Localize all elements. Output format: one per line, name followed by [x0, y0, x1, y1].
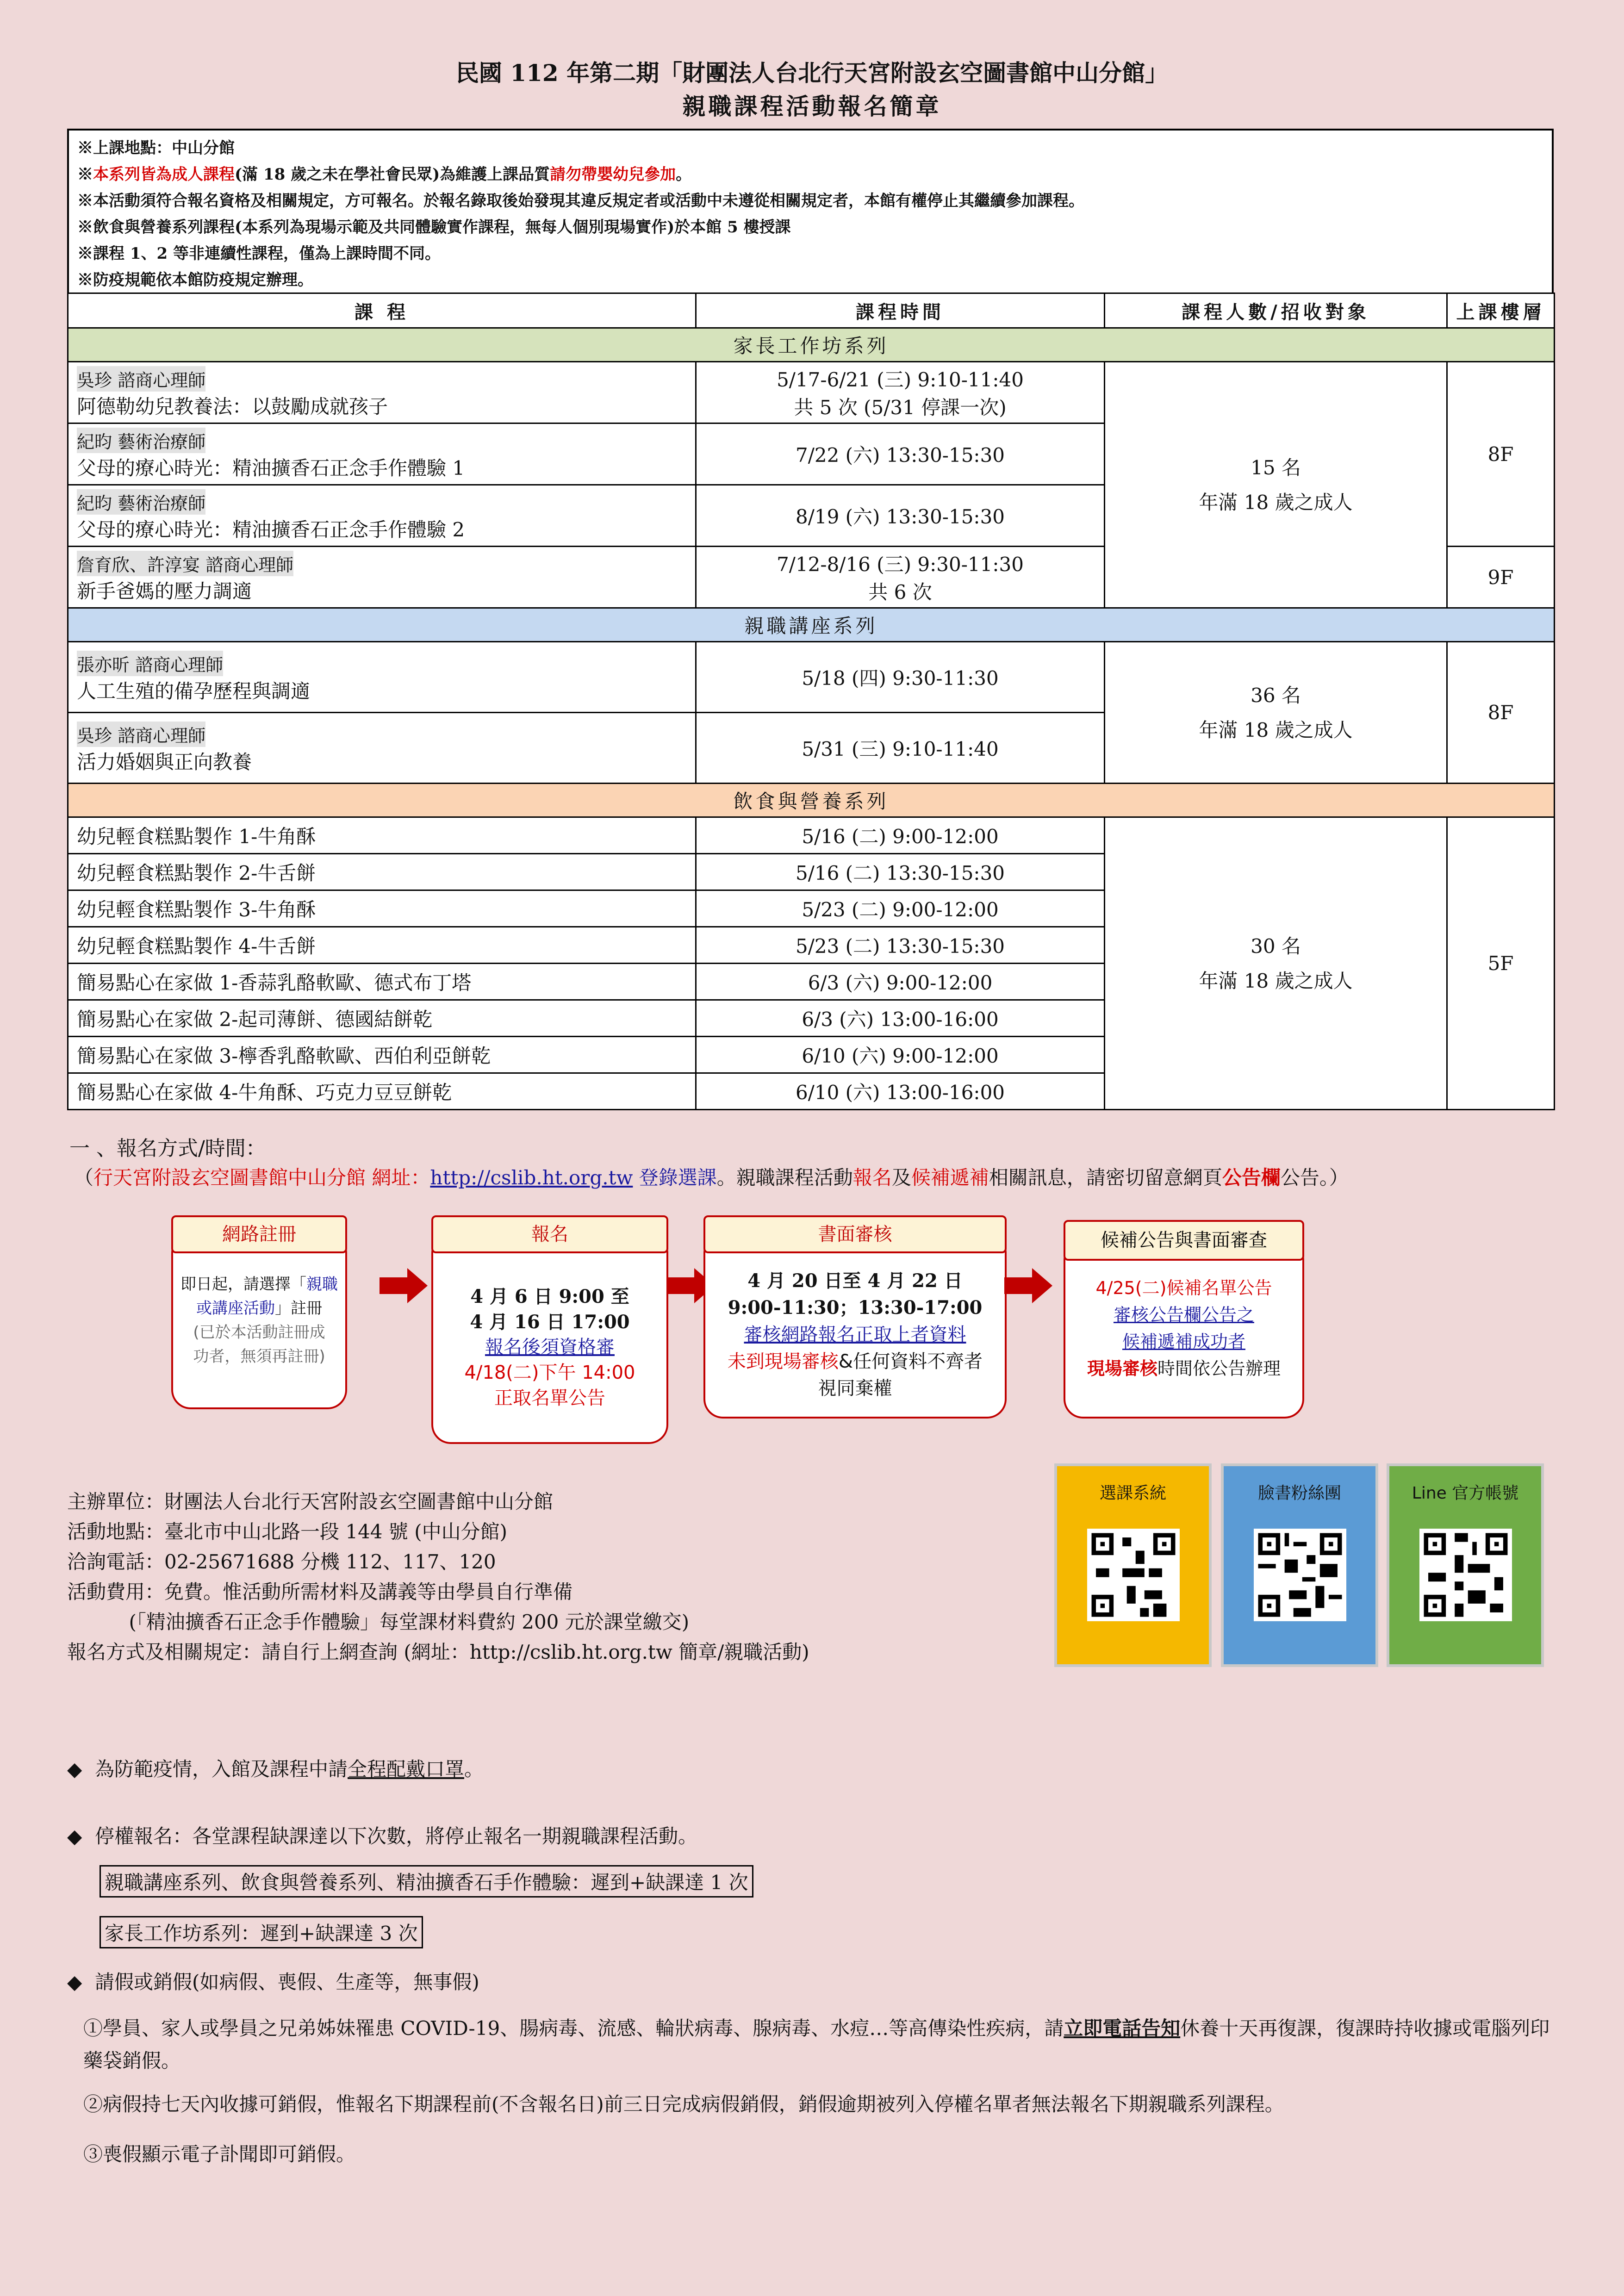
- bullet-icon: ◆: [67, 1825, 82, 1848]
- course-time: 6/10 (六) 13:00-16:00: [696, 1073, 1105, 1110]
- page-subtitle: 親職課程活動報名簡章: [682, 93, 942, 120]
- teacher-name: 紀昀 藝術治療師: [77, 489, 205, 515]
- course-title: 幼兒輕食糕點製作 4-牛舌餅: [68, 927, 696, 964]
- teacher-name: 詹育欣、許淳宴 諮商心理師: [77, 551, 293, 576]
- registration-heading: 一 、報名方式/時間：: [69, 1137, 266, 1160]
- course-title: 幼兒輕食糕點製作 2-牛舌餅: [68, 854, 696, 890]
- info-fee-note: (「精油擴香石正念手作體驗」每堂課材料費約 200 元於課堂繳交): [67, 1611, 690, 1633]
- course-login-link[interactable]: 登錄選課: [633, 1166, 717, 1189]
- qr-code-icon: [1254, 1529, 1346, 1621]
- leave-rule-1: ①學員、家人或學員之兄弟姊妹罹患 COVID-19、腸病毒、流感、輪狀病毒、腺病毒、水痘…等高傳染性疾病，請立即電話告知休養十天再復課，復課時持收據或電腦列印藥袋銷假。: [83, 2017, 1550, 2072]
- bullet-icon: ◆: [67, 1971, 82, 1993]
- flow-head-register-account: 網路註冊: [171, 1215, 347, 1253]
- course-title: 幼兒輕食糕點製作 3-牛角酥: [68, 890, 696, 927]
- suspension-rule-2: 家長工作坊系列：遲到+缺課達 3 次: [100, 1916, 423, 1948]
- course-title: 阿德勒幼兒教養法：以鼓勵成就孩子: [77, 395, 388, 418]
- rule-mask: ◆ 為防範疫情，入館及課程中請全程配戴口罩。: [67, 1758, 484, 1780]
- flow-step-signup: 4 月 6 日 9:00 至 4 月 16 日 17:00 報名後須資格審 4/18(二)下午 14:00 正取名單公告: [431, 1233, 668, 1444]
- library-link[interactable]: http://cslib.ht.org.tw: [430, 1166, 633, 1189]
- info-location: 活動地點：臺北市中山北路一段 144 號 (中山分館): [67, 1520, 507, 1543]
- course-time: 5/16 (二) 13:30-15:30: [696, 854, 1105, 890]
- course-time: 5/31 (三) 9:10-11:40: [696, 713, 1105, 784]
- leave-rule-2: ②病假持七天內收據可銷假，惟報名下期課程前(不含報名日)前三日完成病假銷假，銷假逾期被列入停權名單者無法報名下期親職系列課程。: [83, 2093, 1284, 2116]
- arrow-icon: [1032, 1268, 1052, 1303]
- table-row: [68, 362, 1555, 423]
- course-time: 5/16 (二) 9:00-12:00: [696, 817, 1105, 854]
- course-time: 7/12-8/16 (三) 9:30-11:30: [777, 553, 1024, 576]
- course-title: 幼兒輕食糕點製作 1-牛角酥: [68, 817, 696, 854]
- teacher-name: 吳珍 諮商心理師: [77, 722, 205, 747]
- course-title: 父母的療心時光：精油擴香石正念手作體驗 1: [77, 456, 465, 479]
- rule-suspension: ◆ 停權報名：各堂課程缺課達以下次數，將停止報名一期親職課程活動。: [67, 1825, 698, 1848]
- flow-step-waitlist: 4/25(二)候補名單公告 審核公告欄公告之 候補遞補成功者 現場審核時間依公告辦理: [1064, 1240, 1304, 1419]
- note-adult-only: ※本系列皆為成人課程(滿 18 歲之未在學社會民眾)為維護上課品質請勿帶嬰幼兒參加。: [77, 165, 692, 184]
- note-food-series: ※飲食與營養系列課程(本系列為現場示範及共同體驗實作課程，無每人個別現場實作)於本館 5 樓授課: [77, 218, 791, 236]
- capacity-cell: 36 名 年滿 18 歲之成人: [1105, 642, 1447, 784]
- course-title: 簡易點心在家做 4-牛角酥、巧克力豆豆餅乾: [68, 1073, 696, 1110]
- course-sessions: 共 5 次 (5/31 停課一次): [794, 396, 1007, 419]
- info-organizer: 主辦單位：財團法人台北行天宮附設玄空圖書館中山分館: [67, 1490, 554, 1513]
- course-title: 人工生殖的備孕歷程與調適: [77, 679, 311, 703]
- course-time: 6/3 (六) 13:00-16:00: [696, 1000, 1105, 1037]
- course-title: 新手爸媽的壓力調適: [77, 579, 252, 603]
- info-fee: 活動費用：免費。惟活動所需材料及講義等由學員自行準備: [67, 1580, 573, 1603]
- flow-head-signup: 報名: [431, 1215, 668, 1253]
- suspension-rule-1: 親職講座系列、飲食與營養系列、精油擴香石手作體驗：遲到+缺課達 1 次: [100, 1865, 753, 1898]
- info-rules-link: 報名方式及相關規定：請自行上網查詢 (網址：http://cslib.ht.org.tw 簡章/親職活動): [67, 1641, 809, 1663]
- course-title: 父母的療心時光：精油擴香石正念手作體驗 2: [77, 518, 465, 541]
- floor-cell: 8F: [1447, 362, 1555, 547]
- info-block: [67, 1487, 809, 1667]
- flow-head-document-review: 書面審核: [703, 1215, 1007, 1253]
- table-row: [68, 642, 1555, 713]
- course-title: 活力婚姻與正向教養: [77, 750, 252, 773]
- rule-leave: ◆ 請假或銷假(如病假、喪假、生產等，無事假): [67, 1971, 479, 1993]
- flow-head-waitlist: 候補公告與書面審查: [1064, 1220, 1304, 1261]
- course-sessions: 共 6 次: [868, 581, 932, 604]
- page-title: 民國 112 年第二期「財團法人台北行天宮附設玄空圖書館中山分館」: [455, 59, 1169, 87]
- schedule-table: [67, 292, 1555, 1110]
- teacher-name: 紀昀 藝術治療師: [77, 428, 205, 453]
- flow-step-register-account: 即日起，請選擇「親職 或講座活動」註冊 (已於本活動註冊成 功者，無須再註冊): [171, 1233, 347, 1409]
- course-time: 5/17-6/21 (三) 9:10-11:40: [777, 368, 1024, 391]
- note-eligibility: ※本活動須符合報名資格及相關規定，方可報名。於報名錄取後始發現其違反規定者或活動中未遵從相關規定者，本館有權停止其繼續參加課程。: [77, 192, 1084, 210]
- table-row: [68, 817, 1555, 854]
- registration-note: （行天宮附設玄空圖書館中山分館 網址：http://cslib.ht.org.tw 登錄選課。親職課程活動報名及候補遞補相關訊息，請密切留意網頁公告欄公告。）: [74, 1166, 1349, 1189]
- course-time: 5/23 (二) 13:30-15:30: [696, 927, 1105, 964]
- category-parent-workshop: 家長工作坊系列: [68, 328, 1555, 362]
- header-count: 課程人數/招收對象: [1105, 293, 1447, 328]
- qr-course-system[interactable]: 選課系統: [1054, 1463, 1212, 1667]
- note-epidemic: ※防疫規範依本館防疫規定辦理。: [77, 271, 313, 289]
- course-title: 簡易點心在家做 3-檸香乳酪軟歐、西伯利亞餅乾: [68, 1037, 696, 1073]
- course-time: 5/23 (二) 9:00-12:00: [696, 890, 1105, 927]
- arrow-icon: [407, 1268, 428, 1303]
- bullet-icon: ◆: [67, 1758, 82, 1780]
- category-lecture: 親職講座系列: [68, 608, 1555, 642]
- qr-code-icon: [1087, 1529, 1180, 1621]
- course-time: 8/19 (六) 13:30-15:30: [696, 485, 1105, 547]
- capacity-cell: 15 名 年滿 18 歲之成人: [1105, 362, 1447, 608]
- header-time: 課程時間: [696, 293, 1105, 328]
- category-food: 飲食與營養系列: [68, 784, 1555, 817]
- qr-facebook[interactable]: 臉書粉絲團: [1221, 1463, 1378, 1667]
- header-course: 課 程: [68, 293, 696, 328]
- course-time: 6/10 (六) 9:00-12:00: [696, 1037, 1105, 1073]
- course-time: 7/22 (六) 13:30-15:30: [696, 423, 1105, 485]
- floor-cell: 8F: [1447, 642, 1555, 784]
- note-location: ※上課地點：中山分館: [77, 139, 235, 157]
- teacher-name: 張亦昕 諮商心理師: [77, 651, 223, 676]
- note-course-repeat: ※課程 1、2 等非連續性課程，僅為上課時間不同。: [77, 244, 441, 263]
- capacity-cell: 30 名 年滿 18 歲之成人: [1105, 817, 1447, 1110]
- course-title: 簡易點心在家做 1-香蒜乳酪軟歐、德式布丁塔: [68, 964, 696, 1000]
- table-header-row: [68, 293, 1555, 328]
- notes-box: [67, 129, 1554, 293]
- floor-cell: 9F: [1447, 547, 1555, 608]
- course-title: 簡易點心在家做 2-起司薄餅、德國結餅乾: [68, 1000, 696, 1037]
- course-time: 6/3 (六) 9:00-12:00: [696, 964, 1105, 1000]
- header-floor: 上課樓層: [1447, 293, 1555, 328]
- qr-line-official[interactable]: Line 官方帳號: [1387, 1463, 1544, 1667]
- qr-code-icon: [1419, 1529, 1512, 1621]
- course-time: 5/18 (四) 9:30-11:30: [696, 642, 1105, 713]
- floor-cell: 5F: [1447, 817, 1555, 1110]
- flow-step-document-review: 4 月 20 日至 4 月 22 日 9:00-11:30；13:30-17:00 審核網路報名正取上者資料 未到現場審核&任何資料不齊者 視同棄權: [703, 1233, 1007, 1419]
- info-phone: 洽詢電話：02-25671688 分機 112、117、120: [67, 1550, 496, 1573]
- teacher-name: 吳珍 諮商心理師: [77, 366, 205, 392]
- leave-rule-3: ③喪假顯示電子訃聞即可銷假。: [83, 2143, 356, 2165]
